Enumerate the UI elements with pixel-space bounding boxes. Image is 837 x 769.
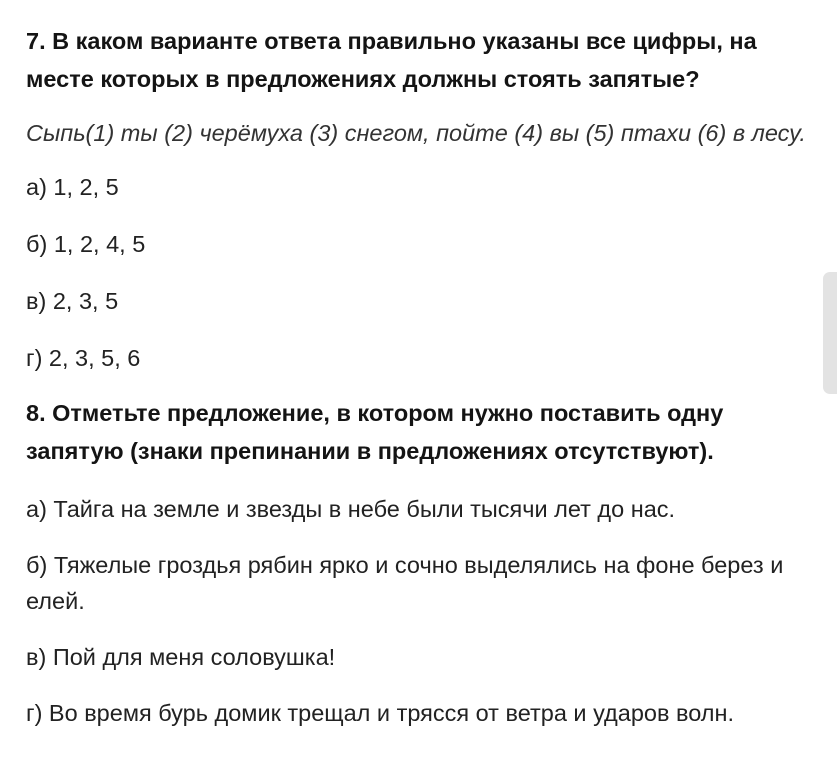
scrollbar-thumb[interactable] <box>823 272 837 394</box>
question-7-option-c: в) 2, 3, 5 <box>26 288 119 314</box>
question-7-option-a: а) 1, 2, 5 <box>26 174 119 200</box>
question-8-option-a: а) Тайга на земле и звезды в небе были тысячи лет до нас. <box>26 496 676 522</box>
question-7-options <box>26 169 816 376</box>
question-8-option-d: г) Во время бурь домик трещал и трясся от ветра и ударов волн. <box>26 700 734 726</box>
quiz-content <box>26 22 816 731</box>
question-8-title: 8. Отметьте предложение, в котором нужно поставить одну запятую (знаки препинании в предложениях отсутствуют). <box>26 400 724 464</box>
question-7-option-b: б) 1, 2, 4, 5 <box>26 231 146 257</box>
question-8-option-c: в) Пой для меня соловушка! <box>26 644 336 670</box>
question-7-title: 7. В каком варианте ответа правильно указаны все цифры, на месте которых в предложениях должны стоять запятые? <box>26 28 757 92</box>
question-8-options <box>26 491 816 731</box>
question-7-sentence: Сыпь(1) ты (2) черёмуха (3) снегом, пойте (4) вы (5) птахи (6) в лесу. <box>26 120 806 146</box>
question-7-option-d: г) 2, 3, 5, 6 <box>26 345 141 371</box>
question-8-option-b: б) Тяжелые гроздья рябин ярко и сочно выделялись на фоне берез и елей. <box>26 552 784 614</box>
